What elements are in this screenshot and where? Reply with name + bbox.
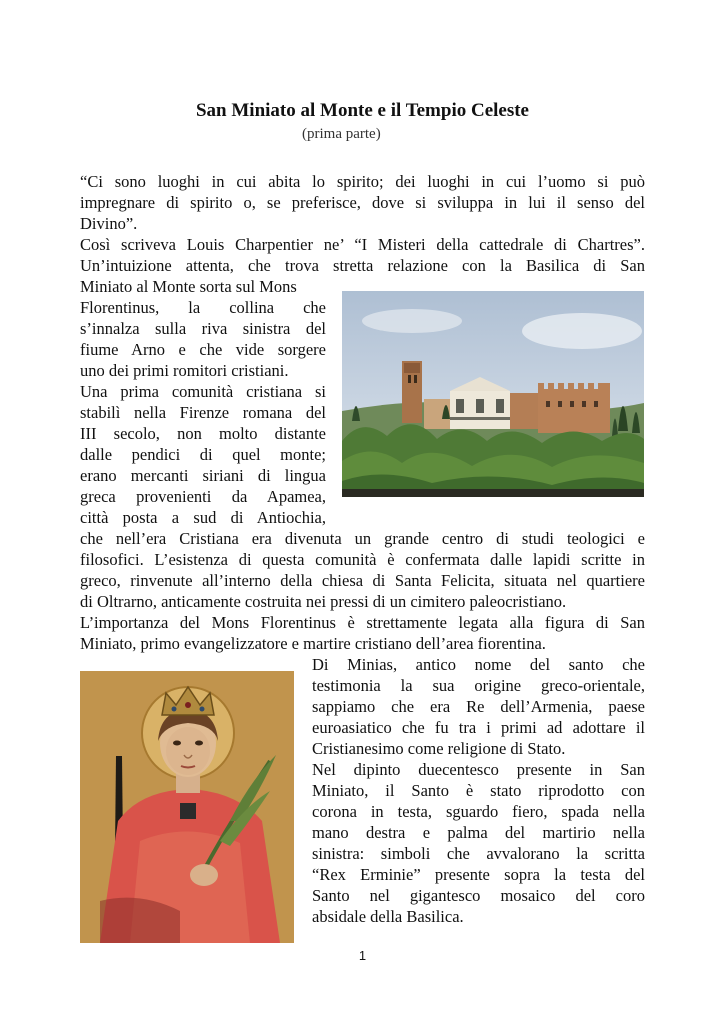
text-line: Una prima comunità cristiana si (80, 382, 326, 401)
text-line: absidale della Basilica. (312, 907, 464, 926)
text-line: Di Minias, antico nome del santo che (312, 655, 645, 674)
page-subtitle: (prima parte) (302, 126, 381, 142)
text-line: sinistra: simboli che avvalorano la scritta (312, 844, 645, 863)
saint-painting-drawing (80, 671, 294, 943)
text-line: s’innalza sulla riva sinistra del (80, 319, 326, 338)
page-number: 1 (358, 948, 367, 963)
basilica-photo (342, 291, 644, 497)
text-line: Nel dipinto duecentesco presente in San (312, 760, 645, 779)
text-line: sappiamo che era Re dell’Armenia, paese (312, 697, 645, 716)
text-line: euroasiatico che fu tra i primi ad adottare il (312, 718, 645, 737)
text-line: greca provenienti da Apamea, (80, 487, 326, 506)
text-line: stabilì nella Firenze romana del (80, 403, 326, 422)
text-line: Così scriveva Louis Charpentier ne’ “I Misteri della cattedrale di Chartres”. (80, 235, 645, 254)
text-line: III secolo, non molto distante (80, 424, 326, 443)
text-line: L’importanza del Mons Florentinus è strettamente legata alla figura di San (80, 613, 645, 632)
text-line: Florentinus, la collina che (80, 298, 326, 317)
text-line: impregnare di spirito o, se preferisce, dove si sviluppa in lui il senso del (80, 193, 645, 212)
text-line: dalle pendici di quel monte; (80, 445, 326, 464)
text-line: Un’intuizione attenta, che trova stretta relazione con la Basilica di San (80, 256, 645, 275)
text-line: Santo nel gigantesco mosaico del coro (312, 886, 645, 905)
page-title: San Miniato al Monte e il Tempio Celeste (195, 100, 529, 121)
text-line: “Rex Erminie” presente sopra la testa del (312, 865, 645, 884)
text-line: erano mercanti siriani di lingua (80, 466, 326, 485)
text-line: filosofici. L’esistenza di questa comunità è confermata dalle lapidi scritte in (80, 550, 645, 569)
text-line: Divino”. (80, 214, 138, 233)
saint-painting (80, 671, 294, 943)
text-line: Miniato al Monte sorta sul Mons (80, 277, 297, 296)
text-line: uno dei primi romitori cristiani. (80, 361, 289, 380)
text-line: Cristianesimo come religione di Stato. (312, 739, 566, 758)
basilica-photo-drawing (342, 291, 644, 497)
text-line: Miniato, primo evangelizzatore e martire cristiano dell’area fiorentina. (80, 634, 546, 653)
text-line: di Oltrarno, anticamente costruita nei pressi di un cimitero paleocristiano. (80, 592, 567, 611)
text-line: “Ci sono luoghi in cui abita lo spirito; dei luoghi in cui l’uomo si può (80, 172, 645, 191)
text-line: greco, rinvenute all’interno della chiesa di Santa Felicita, situata nel quartiere (80, 571, 645, 590)
text-line: mano destra e palma del martirio nella (312, 823, 645, 842)
text-line: corona in testa, sguardo fiero, spada nella (312, 802, 645, 821)
text-line: che nell’era Cristiana era divenuta un grande centro di studi teologici e (80, 529, 645, 548)
text-line: città posta a sud di Antiochia, (80, 508, 326, 527)
text-line: testimonia la sua origine greco-orientale, (312, 676, 645, 695)
text-line: Miniato, il Santo è stato riprodotto con (312, 781, 645, 800)
text-line: fiume Arno e che vide sorgere (80, 340, 326, 359)
